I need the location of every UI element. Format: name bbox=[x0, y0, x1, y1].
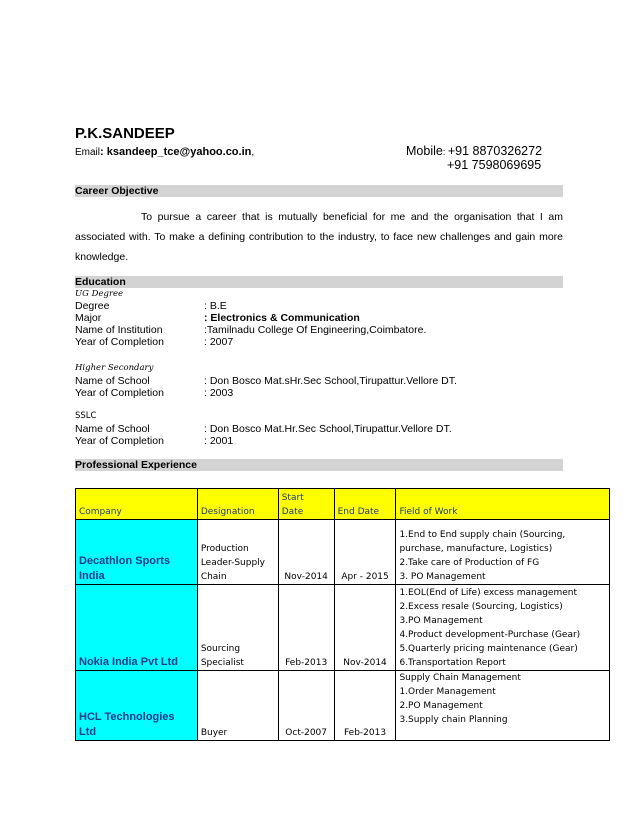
mobile-line: Mobile: +91 8870326272 bbox=[406, 144, 543, 158]
col-designation: Designation bbox=[197, 489, 278, 520]
higher-secondary-title: Higher Secondary bbox=[75, 363, 154, 373]
start-date-cell: Feb-2013 bbox=[278, 585, 334, 671]
field-line: 3.Supply chain Planning bbox=[399, 715, 508, 725]
career-objective-body: To pursue a career that is mutually beneficial for me and the organisation that I am associated with. To make a defining contribution to the industry, to face new challenges and gain more knowledge. bbox=[75, 211, 563, 263]
field-line: 1.End to End supply chain (Sourcing, bbox=[399, 530, 566, 540]
field-line: 5.Quarterly pricing maintenance (Gear) bbox=[399, 644, 578, 654]
candidate-name: P.K.SANDEEP bbox=[75, 125, 175, 142]
field-of-work-cell bbox=[396, 585, 610, 671]
field-line: 1.Order Management bbox=[399, 687, 496, 697]
designation-line: Sourcing bbox=[200, 644, 241, 654]
professional-experience-heading: Professional Experience bbox=[75, 459, 563, 471]
edu-value: :Tamilnadu College Of Engineering,Coimbatore. bbox=[204, 324, 427, 336]
end-date-cell: Apr - 2015 bbox=[334, 520, 396, 585]
field-line: 2.Excess resale (Sourcing, Logistics) bbox=[399, 602, 563, 612]
career-objective-heading: Career Objective bbox=[75, 185, 563, 197]
end-date-cell: Feb-2013 bbox=[334, 671, 396, 741]
mobile-number-2: +91 7598069695 bbox=[447, 158, 542, 172]
table-row bbox=[76, 671, 610, 741]
col-start-date-line1: Start bbox=[281, 493, 304, 503]
edu-label: Name of School bbox=[75, 375, 150, 387]
field-line: 4.Product development-Purchase (Gear) bbox=[399, 630, 581, 640]
education-heading: Education bbox=[75, 276, 563, 288]
edu-label: Major bbox=[75, 312, 102, 324]
field-line: 2.Take care of Production of FG bbox=[399, 558, 540, 568]
company-cell: Nokia India Pvt Ltd bbox=[76, 585, 198, 671]
company-cell: Decathlon Sports India bbox=[76, 520, 198, 585]
edu-label: Year of Completion bbox=[75, 387, 164, 399]
col-company: Company bbox=[76, 489, 198, 520]
mobile-number-1: +91 8870326272 bbox=[447, 144, 543, 158]
table-row bbox=[76, 520, 610, 585]
sslc-title: SSLC bbox=[75, 411, 97, 421]
field-of-work-cell bbox=[396, 520, 610, 585]
ug-degree-title: UG Degree bbox=[75, 289, 124, 299]
edu-label: Year of Completion bbox=[75, 435, 164, 447]
edu-value: : Don Bosco Mat.Hr.Sec School,Tirupattur.Vellore DT. bbox=[204, 423, 452, 435]
col-field-of-work: Field of Work bbox=[396, 489, 610, 520]
edu-value: : Electronics & Communication bbox=[204, 312, 360, 324]
col-start-date bbox=[278, 489, 334, 520]
edu-label: Name of Institution bbox=[75, 324, 163, 336]
table-row bbox=[76, 585, 610, 671]
company-cell: HCL Technologies Ltd bbox=[76, 671, 198, 741]
field-line: 1.EOL(End of Life) excess management bbox=[399, 588, 578, 598]
table-header-row bbox=[76, 489, 610, 520]
start-date-cell: Oct-2007 bbox=[278, 671, 334, 741]
edu-label: Name of School bbox=[75, 423, 150, 435]
edu-value: : 2001 bbox=[204, 435, 234, 447]
edu-value: : Don Bosco Mat.sHr.Sec School,Tirupattur.Vellore DT. bbox=[204, 375, 457, 387]
field-line: purchase, manufacture, Logistics) bbox=[399, 544, 553, 554]
start-date-cell: Nov-2014 bbox=[278, 520, 334, 585]
field-line: 2.PO Management bbox=[399, 701, 483, 711]
designation-line: Specialist bbox=[200, 658, 244, 668]
field-line: Supply Chain Management bbox=[399, 673, 521, 683]
email-value: ksandeep_tce@yahoo.co.in bbox=[106, 146, 252, 158]
email-label: Email bbox=[75, 147, 101, 158]
designation-cell bbox=[197, 520, 278, 585]
designation-line: Chain bbox=[200, 572, 227, 582]
field-line: 6.Transportation Report bbox=[399, 658, 506, 668]
edu-label: Year of Completion bbox=[75, 336, 164, 348]
col-start-date-line2: Date bbox=[281, 507, 304, 517]
designation-line: Production bbox=[200, 544, 249, 554]
edu-label: Degree bbox=[75, 300, 110, 312]
designation-cell bbox=[197, 671, 278, 741]
field-line: 3.PO Management bbox=[399, 616, 483, 626]
email-line: Email: ksandeep_tce@yahoo.co.in, bbox=[75, 146, 255, 158]
edu-value: : 2007 bbox=[204, 336, 234, 348]
edu-value: : B.E bbox=[204, 300, 227, 312]
designation-line: Leader-Supply bbox=[200, 558, 266, 568]
field-line: 3. PO Management bbox=[399, 572, 486, 582]
experience-table bbox=[75, 488, 610, 741]
edu-value: : 2003 bbox=[204, 387, 234, 399]
field-of-work-cell bbox=[396, 671, 610, 741]
col-end-date: End Date bbox=[334, 489, 396, 520]
designation-cell bbox=[197, 585, 278, 671]
mobile-label: Mobile bbox=[406, 144, 443, 158]
end-date-cell: Nov-2014 bbox=[334, 585, 396, 671]
designation-line: Buyer bbox=[200, 728, 228, 738]
career-objective-text bbox=[75, 207, 563, 267]
